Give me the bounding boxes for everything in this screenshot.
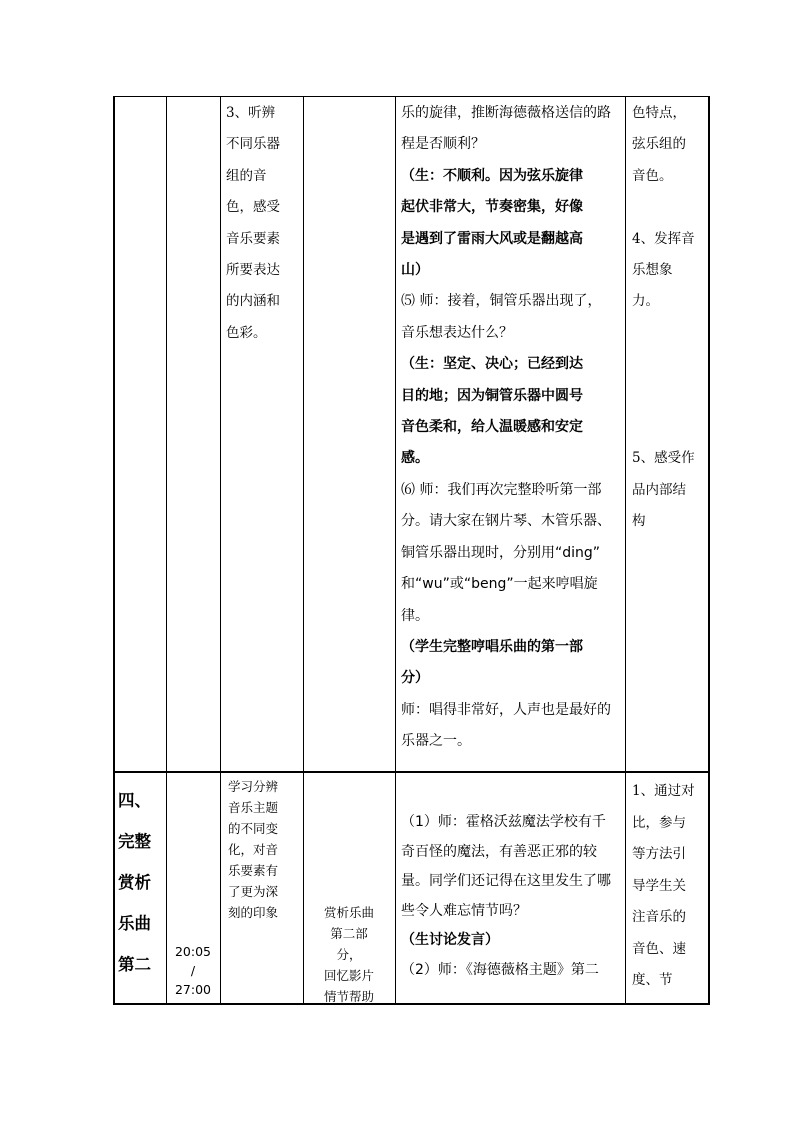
section-line: 四、 (118, 791, 151, 810)
table-bottom-border (113, 1003, 709, 1005)
paragraph-line: 山） (401, 262, 429, 279)
paragraph-line: 乐的旋律，推断海德薇格送信的路 (401, 105, 611, 121)
row2-main-text-cell (401, 808, 623, 985)
note-line: 5、感受作 (632, 450, 695, 467)
paragraph-line: （生：坚定、决心；已经到达 (401, 356, 583, 373)
activity-line: 分， (336, 947, 362, 962)
goal-line: 化，对音 (228, 842, 279, 857)
goal-line: 了更为深 (228, 884, 279, 899)
paragraph-line: （学生完整哼唱乐曲的第一部 (401, 638, 583, 655)
col-border-5 (395, 96, 396, 1005)
teacher-paragraph (401, 98, 623, 161)
note-block (632, 224, 702, 318)
paragraph-line: 目的地；因为铜管乐器中圆号 (401, 387, 583, 404)
table-top-border (113, 96, 709, 97)
teacher-paragraph (401, 286, 623, 349)
goal-line: 乐要素有 (228, 863, 279, 878)
note-line: 音色。 (632, 167, 673, 184)
time-line: 27:00 (174, 982, 212, 997)
teacher-paragraph (401, 808, 623, 926)
teacher-paragraph (401, 695, 623, 758)
paragraph-line: 铜管乐器出现时，分别用“ding” (401, 544, 601, 561)
goal-line: 色，感受 (226, 199, 280, 216)
paragraph-line: 量。同学们还记得在这里发生了哪 (401, 873, 611, 889)
row2-notes-cell (632, 776, 702, 997)
paragraph-line: 奇百怪的魔法，有善恶正邪的较 (401, 843, 597, 860)
note-block (632, 443, 702, 537)
goal-line: 的内涵和 (226, 293, 280, 310)
row2-time-cell (168, 942, 218, 999)
paragraph-line: 分） (401, 670, 429, 687)
teacher-paragraph (401, 475, 623, 632)
col-border-7 (708, 96, 710, 1005)
activity-line: 回忆影片 (323, 968, 374, 983)
paragraph-line: 程是否顺利？ (401, 136, 485, 153)
activity-line: 第二部 (330, 926, 368, 941)
paragraph-line: 律。 (401, 607, 429, 624)
paragraph-line: 起伏非常大，节奏密集，好像 (401, 199, 583, 216)
paragraph-line: 和“wu”或“beng”一起来哼唱旋 (401, 576, 598, 593)
paragraph-line: 乐器之一。 (401, 733, 471, 750)
section-line: 第二 (118, 955, 151, 974)
paragraph-line: 音乐想表达什么？ (401, 324, 513, 341)
paragraph-line: 音色柔和，给人温暖感和安定 (401, 419, 583, 436)
student-response (401, 349, 623, 475)
goal-line: 的不同变 (228, 821, 279, 836)
goal-line: 音乐要素 (226, 230, 280, 247)
paragraph-line: ⑸ 师：接着，铜管乐器出现了， (401, 293, 602, 310)
note-line: 导学生关 (632, 877, 686, 894)
col-border-1 (113, 96, 115, 1005)
note-line: 等方法引 (632, 846, 686, 862)
note-line: 乐想象 (632, 262, 673, 279)
goal-line: 不同乐器 (226, 136, 280, 153)
student-response (401, 926, 623, 956)
goal-line: 学习分辨 (228, 779, 279, 794)
paragraph-line: （生：不顺利。因为弦乐旋律 (401, 167, 583, 184)
paragraph-line: 些令人难忘情节吗？ (401, 902, 527, 919)
row2-section-title (118, 780, 162, 985)
col-border-3 (220, 96, 221, 1005)
note-line: 注音乐的 (632, 909, 686, 925)
goal-line: 音乐主题 (228, 800, 279, 815)
section-line: 赏析 (118, 873, 151, 892)
note-line: 力。 (632, 293, 659, 310)
student-response (401, 161, 623, 287)
section-line: 乐曲 (118, 914, 151, 933)
row2-goal-cell (228, 776, 302, 923)
paragraph-line: 是遇到了雷雨大风或是翻越高 (401, 230, 583, 247)
section-line: 完整 (118, 832, 151, 851)
note-line: 比，参与 (632, 814, 686, 831)
note-line: 度、节 (632, 972, 673, 988)
row2-activity-cell (305, 902, 393, 1007)
row1-main-text-cell (401, 98, 623, 758)
col-border-6 (625, 96, 626, 1005)
goal-line: 色彩。 (226, 324, 267, 341)
paragraph-line: （2）师：《海德薇格主题》第二 (401, 961, 599, 978)
goal-line: 3、听辨 (226, 105, 276, 121)
activity-line: 情节帮助 (323, 989, 374, 1004)
student-response (401, 632, 623, 695)
paragraph-line: （生讨论发言） (401, 932, 499, 948)
row-divider (113, 771, 709, 773)
note-line: 色特点， (632, 105, 686, 121)
row1-goal-cell (226, 98, 298, 349)
note-block (632, 98, 702, 192)
paragraph-line: 师：唱得非常好，人声也是最好的 (401, 701, 611, 718)
activity-line: 赏析乐曲 (323, 905, 374, 920)
note-line: 构 (632, 513, 646, 530)
note-line: 4、发挥音 (632, 230, 695, 247)
note-line: 弦乐组的 (632, 136, 686, 153)
note-line: 音色、速 (632, 940, 686, 957)
note-line: 品内部结 (632, 481, 686, 498)
goal-line: 刻的印象 (228, 905, 279, 920)
col-border-2 (166, 96, 167, 1005)
row1-notes-cell (632, 98, 702, 538)
col-border-4 (303, 96, 304, 1005)
teacher-paragraph (401, 956, 623, 986)
note-line: 1、通过对 (632, 783, 695, 799)
goal-line: 所要表达 (226, 262, 280, 279)
time-line: 20:05 (174, 944, 212, 959)
time-line: / (190, 963, 196, 978)
paragraph-line: （1）师：霍格沃兹魔法学校有千 (401, 814, 606, 830)
paragraph-line: ⑹ 师：我们再次完整聆听第一部 (401, 481, 602, 498)
goal-line: 组的音 (226, 167, 267, 184)
paragraph-line: 感。 (401, 450, 429, 467)
paragraph-line: 分。请大家在钢片琴、木管乐器、 (401, 513, 611, 530)
